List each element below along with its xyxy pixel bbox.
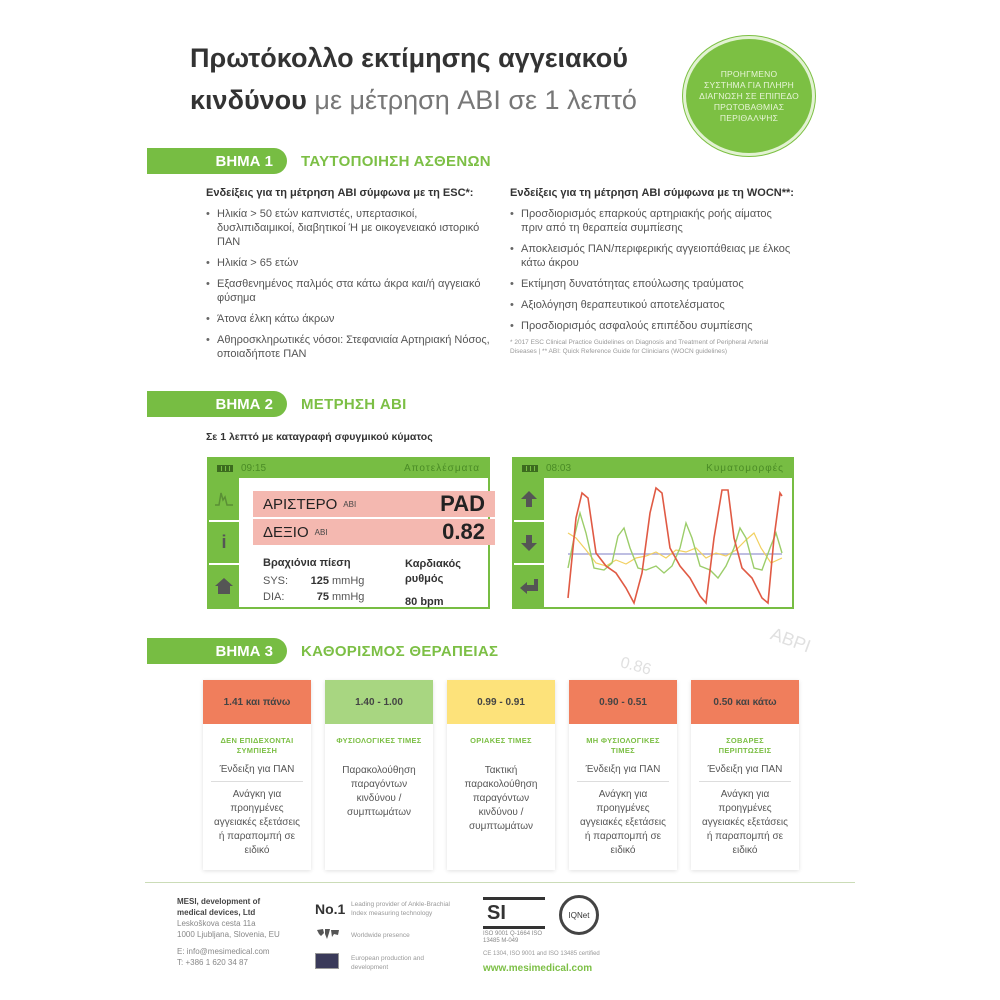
list-item: • Αξιολόγηση θεραπευτικού αποτελέσματος (510, 298, 795, 312)
left-abi-row (253, 491, 495, 517)
ce-certification: CE 1304, ISO 9001 and ISO 13485 certified (483, 951, 600, 957)
info-icon[interactable]: i (209, 522, 239, 566)
status-bar (209, 459, 488, 478)
range-card (569, 680, 677, 870)
side-menu (209, 478, 239, 607)
arrow-up-icon[interactable] (514, 478, 544, 522)
title-line-2 (190, 78, 670, 122)
step-1-heading: ΤΑΥΤΟΠΟΙΗΣΗ ΑΣΘΕΝΩΝ (301, 152, 491, 170)
list-item: • Αθηροσκληρωτικές νόσοι: Στεφανιαία Αρτηριακή Νόσος, οποιαδήποτε ΠΑΝ (206, 333, 491, 361)
range-indication: Ένδειξη για ΠΑΝ (699, 764, 791, 782)
address-line-2: 1000 Ljubljana, Slovenia, EU (177, 930, 280, 939)
waveform-icon[interactable] (209, 478, 239, 522)
sys-value: 125 (310, 575, 329, 587)
esc-title: Ενδείξεις για τη μέτρηση ABI σύμφωνα με τη ESC*: (206, 187, 474, 199)
range-action: Ανάγκη για προηγμένες αγγειακές εξετάσεις ή παραπομπή σε ειδικό (702, 789, 788, 856)
range-indication: Ένδειξη για ΠΑΝ (211, 764, 303, 782)
left-abi-value: PAD (440, 491, 485, 516)
dia-value: 75 (316, 591, 329, 603)
left-label: ΑΡΙΣΤΕΡΟ (263, 495, 338, 513)
arrow-down-icon[interactable] (514, 522, 544, 566)
right-abi-value: 0.82 (442, 519, 485, 544)
range-value: 1.41 και πάνω (203, 680, 311, 724)
advanced-system-badge (683, 36, 815, 156)
bg-value-label: 0.86 (618, 654, 653, 679)
screen-label: Κυματομορφές (706, 463, 784, 474)
clock: 08:03 (546, 463, 572, 474)
range-card (447, 680, 555, 870)
list-item: • Προσδιορισμός επαρκούς αρτηριακής ροής αίματος πριν από τη θεραπεία συμπίεσης (510, 207, 795, 235)
footnote: * 2017 ESC Clinical Practice Guidelines on Diagnosis and Treatment of Peripheral Arterial Diseases | ** ABI: Quick Reference Guide for Clinicians (WOCN guidelines) (510, 339, 769, 355)
range-category: ΜΗ ΦΥΣΙΟΛΟΓΙΚΕΣ ΤΙΜΕΣ (586, 736, 660, 755)
step-2-heading: ΜΕΤΡΗΣΗ ABI (301, 395, 407, 413)
wocn-indications (510, 186, 795, 356)
bg-abpi-label: ABPI (767, 623, 814, 657)
range-action: Τακτική παρακολούθηση παραγόντων κινδύνου / συμπτωμάτων (464, 765, 538, 832)
range-card (203, 680, 311, 870)
iso-numbers: ISO 9001 Q-1664 ISO 13485 M-049 (483, 931, 543, 944)
badge-text: ΠΡΟΗΓΜΕΝΟ ΣΥΣΤΗΜΑ ΓΙΑ ΠΛΗΡΗ ΔΙΑΓΝΩΣΗ ΣΕ ΕΠΙΠΕΔΟ ΠΡΩΤΟΒΑΘΜΙΑΣ ΠΕΡΙΘΑΛΨΗΣ (699, 68, 799, 123)
hr-heading-2: ρυθμός (405, 573, 444, 585)
title-bold: κινδύνου (190, 85, 307, 115)
footer-divider (145, 882, 855, 883)
world-map-icon (315, 927, 351, 944)
right-abi-row (253, 519, 495, 545)
abi-range-cards (203, 680, 799, 870)
range-value: 0.99 - 0.91 (447, 680, 555, 724)
range-action: Ανάγκη για προηγμένες αγγειακές εξετάσεις ή παραπομπή σε ειδικό (580, 789, 666, 856)
esc-indications (206, 186, 491, 368)
screen-label: Αποτελέσματα (403, 463, 480, 474)
battery-icon (522, 465, 538, 472)
battery-icon (217, 465, 233, 472)
list-item: • Ηλικία > 50 ετών καπνιστές, υπερτασικοί, δυσλιπιδαιμικοί, διαβητικοί Ή με οικογενειακό ιστορικό ΠΑΝ (206, 207, 491, 249)
list-item: • Προσδιορισμός ασφαλούς επιπέδου συμπίεσης (510, 319, 795, 333)
feature-label: Worldwide presence (351, 932, 410, 939)
home-icon[interactable] (209, 565, 239, 607)
side-menu (514, 478, 544, 607)
abi-label: ABI (343, 499, 357, 509)
step-2-pill: ΒΗΜΑ 2 (147, 391, 287, 417)
step-2-header (147, 391, 407, 417)
range-card (691, 680, 799, 870)
feature-label: Leading provider of Ankle-Brachial Index measuring technology (351, 900, 451, 917)
iqnet-logo: IQNet (559, 895, 599, 935)
waveform-plot (546, 478, 792, 607)
unit: mmHg (332, 575, 365, 587)
feature-no1 (315, 895, 461, 922)
right-label: ΔΕΞΙΟ (263, 523, 309, 541)
list-item: • Ηλικία > 65 ετών (206, 256, 491, 270)
company-name-1: MESI, development of (177, 897, 261, 906)
enter-icon[interactable] (514, 565, 544, 607)
hr-unit: bpm (420, 596, 444, 608)
range-value: 1.40 - 1.00 (325, 680, 433, 724)
range-category: ΣΟΒΑΡΕΣ ΠΕΡΙΠΤΩΣΕΙΣ (718, 736, 772, 755)
feature-eu (315, 949, 461, 976)
sys-label: SYS: (263, 575, 289, 587)
company-features (315, 895, 461, 976)
address-line-1: Leskoškova cesta 11a (177, 919, 256, 928)
list-item: • Εξασθενημένος παλμός στα κάτω άκρα και/ή αγγειακό φύσημα (206, 277, 491, 305)
step-1-header (147, 148, 491, 174)
eu-flag-icon (315, 953, 351, 972)
results-screen (207, 457, 490, 609)
step-3-heading: ΚΑΘΟΡΙΣΜΟΣ ΘΕΡΑΠΕΙΑΣ (301, 642, 499, 660)
website-link[interactable]: www.mesimedical.com (483, 963, 593, 974)
range-value: 0.90 - 0.51 (569, 680, 677, 724)
range-category: ΔΕΝ ΕΠΙΔΕΧΟΝΤΑΙ ΣΥΜΠΙΕΣΗ (220, 736, 294, 755)
range-card (325, 680, 433, 870)
range-value: 0.50 και κάτω (691, 680, 799, 724)
step-3-header (147, 638, 498, 664)
wocn-title: Ενδείξεις για τη μέτρηση ABI σύμφωνα με τη WOCN**: (510, 187, 794, 199)
status-bar (514, 459, 792, 478)
brachial-pressure (263, 557, 364, 605)
range-indication: Ένδειξη για ΠΑΝ (577, 764, 669, 782)
step-1-pill: ΒΗΜΑ 1 (147, 148, 287, 174)
no1-icon: No.1 (315, 900, 346, 917)
abi-label: ABI (314, 527, 328, 537)
unit: mmHg (332, 591, 365, 603)
title-light: με μέτρηση ABI σε 1 λεπτό (306, 85, 637, 115)
clock: 09:15 (241, 463, 267, 474)
company-name-2: medical devices, Ltd (177, 908, 256, 917)
list-item: • Αποκλεισμός ΠΑΝ/περιφερικής αγγειοπάθειας με έλκος κάτω άκρου (510, 242, 795, 270)
feature-label: European production and development (351, 954, 425, 971)
step-3-pill: ΒΗΜΑ 3 (147, 638, 287, 664)
list-item: • Εκτίμηση δυνατότητας επούλωσης τραύματος (510, 277, 795, 291)
title-line-1: Πρωτόκολλο εκτίμησης αγγειακού (190, 43, 628, 73)
si-logo: SI (483, 897, 545, 929)
phone[interactable]: T: +386 1 620 34 87 (177, 958, 248, 967)
waveform-screen (512, 457, 794, 609)
range-category: ΦΥΣΙΟΛΟΓΙΚΕΣ ΤΙΜΕΣ (336, 736, 422, 745)
step-2-subtitle: Σε 1 λεπτό με καταγραφή σφυγμικού κύματος (206, 431, 433, 443)
heart-rate (405, 557, 461, 610)
list-item: • Άτονα έλκη κάτω άκρων (206, 312, 491, 326)
hr-value: 80 (405, 596, 418, 608)
certifications (483, 897, 600, 974)
email[interactable]: E: info@mesimedical.com (177, 947, 270, 956)
range-category: ΟΡΙΑΚΕΣ ΤΙΜΕΣ (470, 736, 532, 745)
hr-heading-1: Καρδιακός (405, 558, 461, 570)
range-action: Παρακολούθηση παραγόντων κινδύνου / συμπτωμάτων (342, 765, 416, 818)
dia-label: DIA: (263, 591, 285, 603)
feature-worldwide (315, 922, 461, 949)
page-title (190, 38, 670, 122)
bp-heading: Βραχιόνια πίεση (263, 557, 351, 569)
company-info (177, 896, 280, 968)
range-action: Ανάγκη για προηγμένες αγγειακές εξετάσεις ή παραπομπή σε ειδικό (214, 789, 300, 856)
